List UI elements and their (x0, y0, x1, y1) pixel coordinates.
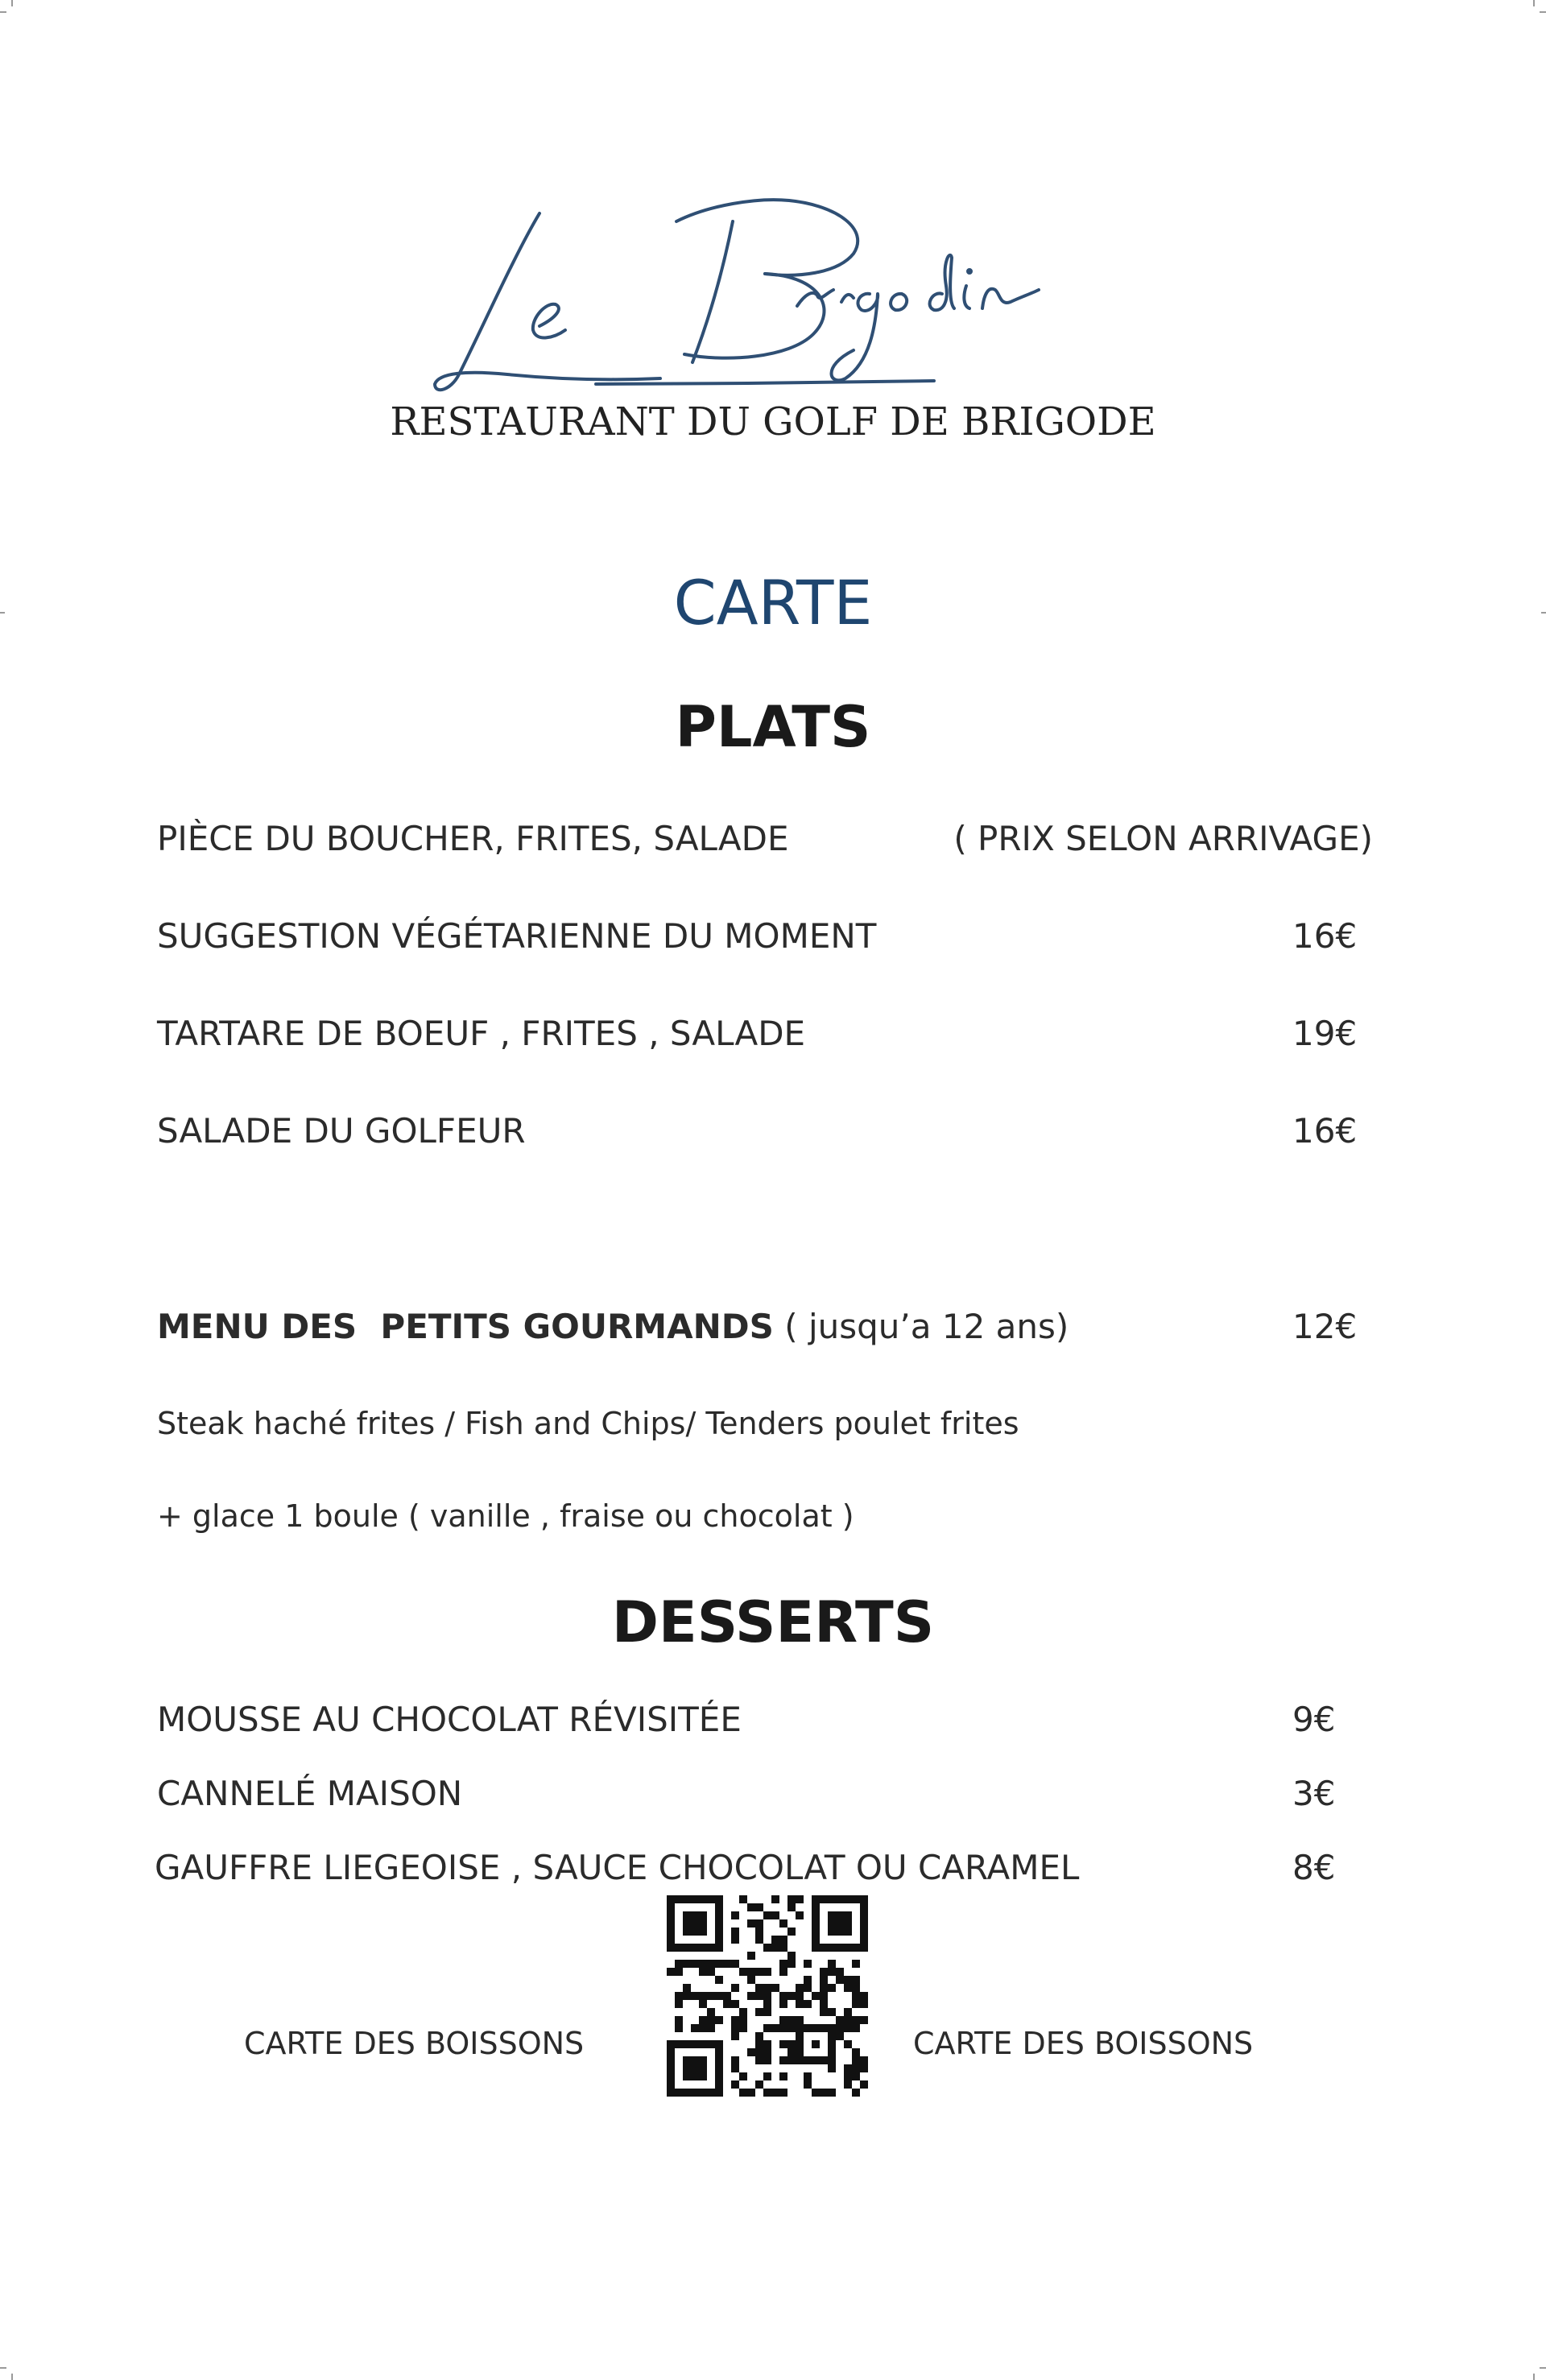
crop-mark (0, 11, 6, 13)
crop-mark (1540, 2367, 1546, 2369)
menu-item-name: PIÈCE DU BOUCHER, FRITES, SALADE (157, 819, 789, 858)
qr-code[interactable] (667, 1895, 868, 2097)
carte-title: CARTE (673, 567, 873, 638)
kids-menu (157, 1303, 1373, 1351)
menu-item (157, 815, 1373, 863)
crop-mark (11, 2374, 13, 2380)
menu-item-price: ( PRIX SELON ARRIVAGE) (953, 819, 1373, 858)
crop-mark (1540, 11, 1546, 13)
menu-item-price: 19€ (1292, 1014, 1358, 1053)
crop-mark (11, 0, 13, 6)
menu-item-name: TARTARE DE BOEUF , FRITES , SALADE (157, 1014, 806, 1053)
menu-item (157, 1844, 1373, 1892)
desserts-title: DESSERTS (611, 1589, 935, 1655)
restaurant-logo (419, 173, 1087, 415)
kids-menu-price: 12€ (1292, 1307, 1358, 1346)
crop-mark (1533, 2374, 1535, 2380)
kids-menu-age: ( jusqu’a 12 ans) (773, 1307, 1069, 1346)
plats-title: PLATS (675, 694, 871, 760)
menu-item-name: MOUSSE AU CHOCOLAT RÉVISITÉE (157, 1700, 742, 1739)
menu-item-name: CANNELÉ MAISON (157, 1774, 463, 1813)
kids-menu-title: MENU DES PETITS GOURMANDS (157, 1307, 774, 1346)
restaurant-subtitle: RESTAURANT DU GOLF DE BRIGODE (390, 399, 1156, 444)
menu-item-name: GAUFFRE LIEGEOISE , SAUCE CHOCOLAT OU CARAMEL (155, 1848, 1080, 1887)
menu-item-price: 9€ (1292, 1700, 1336, 1739)
menu-item (157, 1010, 1373, 1058)
menu-item-name: SALADE DU GOLFEUR (157, 1111, 526, 1151)
menu-item-price: 16€ (1292, 1111, 1358, 1151)
crop-mark (0, 2367, 6, 2369)
menu-item (157, 912, 1373, 961)
drinks-menu-label-left: CARTE DES BOISSONS (244, 2026, 585, 2061)
kids-menu-line: Steak haché frites / Fish and Chips/ Tenders poulet frites (157, 1406, 1019, 1441)
menu-item (157, 1696, 1373, 1744)
menu-item-price: 8€ (1292, 1848, 1336, 1887)
drinks-menu-label-right: CARTE DES BOISSONS (913, 2026, 1254, 2061)
menu-item-name: SUGGESTION VÉGÉTARIENNE DU MOMENT (157, 916, 877, 956)
menu-item (157, 1107, 1373, 1155)
menu-item-price: 3€ (1292, 1774, 1336, 1813)
menu-item (157, 1770, 1373, 1818)
crop-mark (1533, 0, 1535, 6)
menu-item-price: 16€ (1292, 916, 1358, 956)
kids-menu-line: + glace 1 boule ( vanille , fraise ou chocolat ) (157, 1498, 854, 1534)
